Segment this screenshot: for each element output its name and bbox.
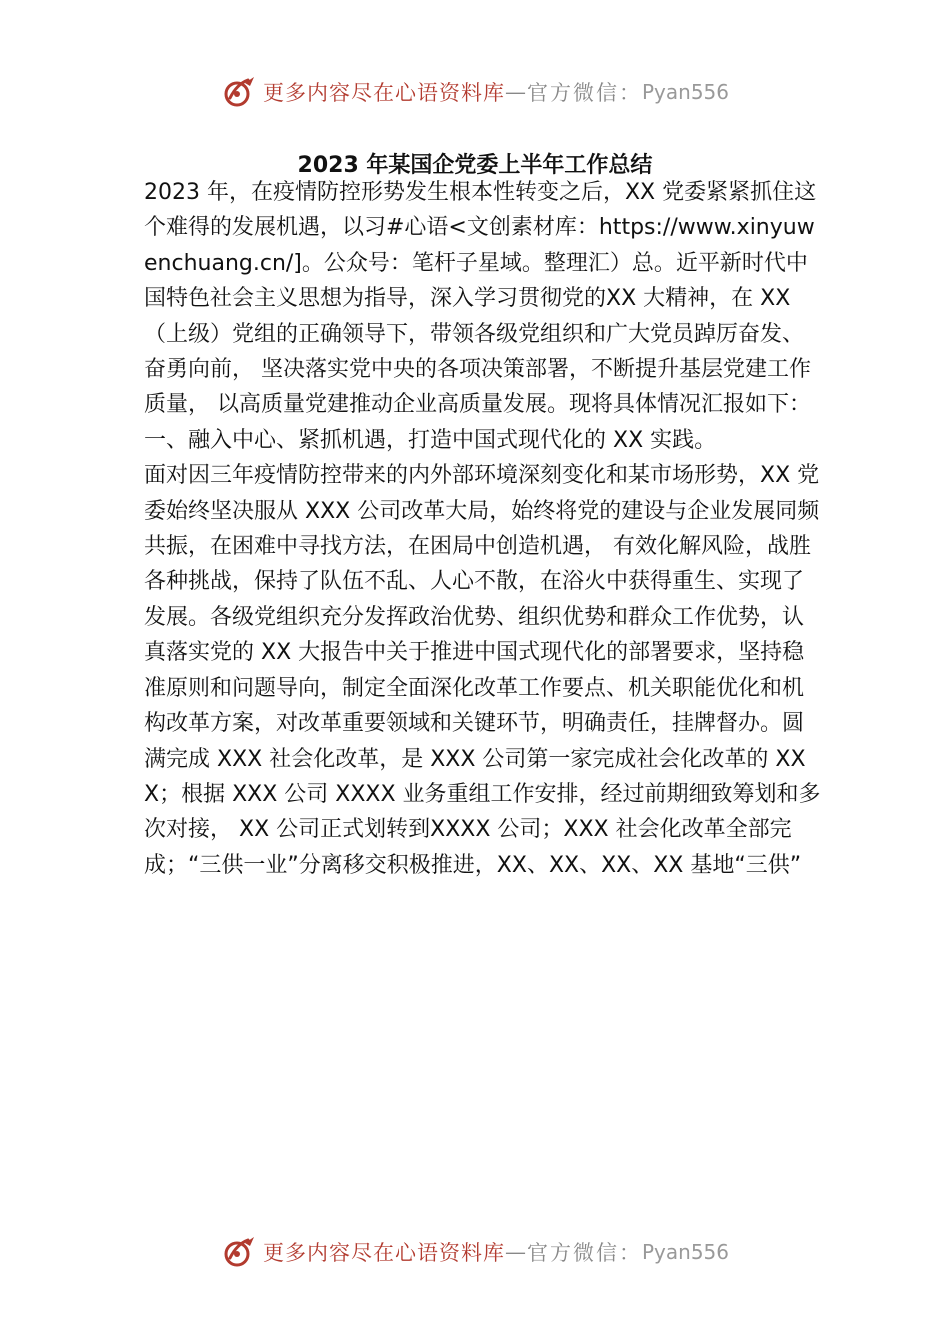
footer-banner [0, 1232, 950, 1272]
brush-logo-icon [221, 74, 257, 110]
brush-logo-icon [221, 1234, 257, 1270]
banner-text: 更多内容尽在心语资料库 [262, 1241, 505, 1265]
paragraph: 面对因三年疫情防控带来的内外部环境深刻变化和某市场形势，XX 党委始终坚决服从 XXX 公司改革大局，始终将党的建设与企业发展同频共振，在困难中寻找方法，在困局中创造机遇， 有效化解风险，战胜各种挑战，保持了队伍不乱、人心不散，在浴火中获得重生、实现了发展。各级党组织充分发挥政治优势、组织优势和群众工作优势，认真落实党的 XX 大报告中关于推进中国式现代化的部署要求，坚持稳准原则和问题导向，制定全面深化改革工作要点、机关职能优化和机构改革方案，对改革重要领域和关键环节，明确责任，挂牌督办。圆满完成 XXX 社会化改革，是 XXX 公司第一家完成社会化改革的 XXX；根据 XXX 公司 XXXX 业务重组工作安排，经过前期细致筹划和多次对接， XX 公司正式划转到XXXX 公司；XXX 社会化改革全部完成；“三供一业”分离移交积极推进，XX、XX、XX、XX 基地“三供” [144, 463, 821, 878]
banner-separator: — [504, 80, 527, 104]
wechat-handle: Pyan556 [641, 80, 729, 104]
banner-separator: — [504, 1240, 527, 1264]
wechat-handle: Pyan556 [641, 1240, 729, 1264]
document-body [144, 175, 824, 883]
wechat-label: 官方微信： [526, 81, 642, 105]
document-title: 2023 年某国企党委上半年工作总结 [297, 153, 653, 178]
banner-text: 更多内容尽在心语资料库 [262, 81, 505, 105]
wechat-label: 官方微信： [526, 1241, 642, 1265]
header-banner [0, 72, 950, 112]
paragraph: 2023 年，在疫情防控形势发生根本性转变之后，XX 党委紧紧抓住这个难得的发展机遇，以习#心语<文创素材库：https://www.xinyuwenchuang.cn/]。公众号：笔杆子星域。整理汇）总。近平新时代中国特色社会主义思想为指导，深入学习贯彻党的XX 大精神，在 XX（上级）党组的正确领导下，带领各级党组织和广大党员踔厉奋发、奋勇向前， 坚决落实党中央的各项决策部署，不断提升基层党建工作质量， 以高质量党建推动企业高质量发展。现将具体情况汇报如下： 一、融入中心、紧抓机遇，打造中国式现代化的 XX 实践。 [144, 180, 817, 453]
